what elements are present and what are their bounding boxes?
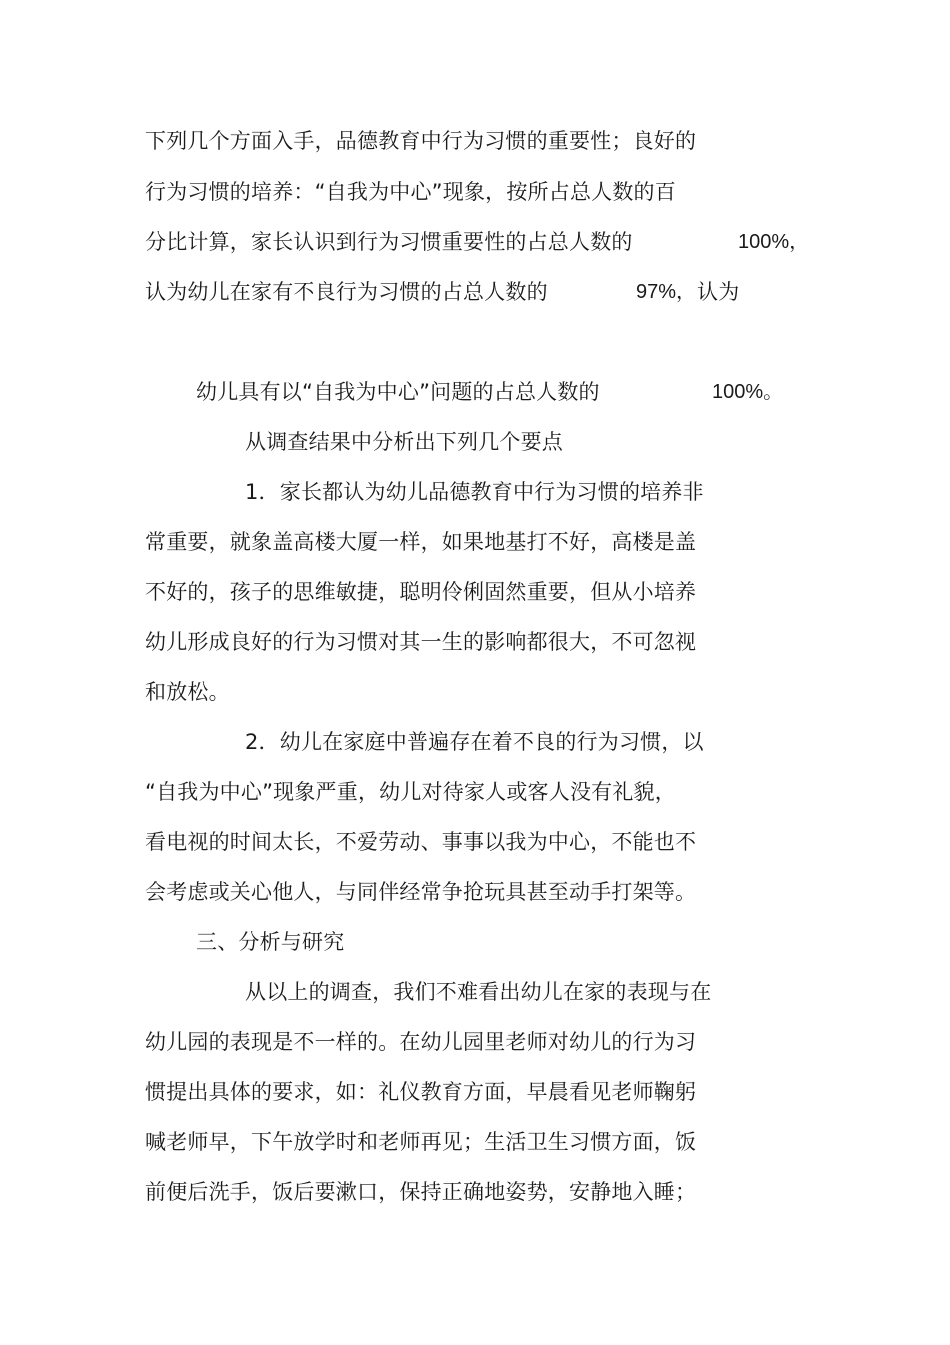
text-line: 不好的，孩子的思维敏捷，聪明伶俐固然重要，但从小培养 xyxy=(145,580,697,604)
text-line: 分比计算，家长认识到行为习惯重要性的占总人数的 xyxy=(145,230,633,254)
text-line: 1．家长都认为幼儿品德教育中行为习惯的培养非 xyxy=(245,480,704,504)
section-title: 三、分析与研究 xyxy=(196,930,345,954)
text-line: 常重要，就象盖高楼大厦一样，如果地基打不好，高楼是盖 xyxy=(145,530,697,554)
text-line: 幼儿园的表现是不一样的。在幼儿园里老师对幼儿的行为习 xyxy=(145,1030,697,1054)
percentage-value: 97%， xyxy=(636,281,697,303)
text-line: 前便后洗手，饭后要漱口，保持正确地姿势，安静地入睡； xyxy=(145,1180,697,1204)
text-line: 惯提出具体的要求，如：礼仪教育方面，早晨看见老师鞠躬 xyxy=(145,1080,697,1104)
percentage-value: 100%。 xyxy=(712,381,784,403)
text-line: 行为习惯的培养：“自我为中心”现象，按所占总人数的百 xyxy=(145,180,676,204)
text-line: 从以上的调查，我们不难看出幼儿在家的表现与在 xyxy=(245,980,712,1004)
text-line: 幼儿形成良好的行为习惯对其一生的影响都很大，不可忽视 xyxy=(145,630,697,654)
text-line: 幼儿具有以“自我为中心”问题的占总人数的 xyxy=(196,380,600,404)
text-line: 认为幼儿在家有不良行为习惯的占总人数的 xyxy=(145,280,548,304)
text-line: “自我为中心”现象严重，幼儿对待家人或客人没有礼貌， xyxy=(145,780,676,804)
text-line: 从调查结果中分析出下列几个要点 xyxy=(245,430,563,454)
percentage-value: 100%， xyxy=(738,231,810,253)
text-line: 2．幼儿在家庭中普遍存在着不良的行为习惯，以 xyxy=(245,730,704,754)
text-line: 看电视的时间太长，不爱劳动、事事以我为中心，不能也不 xyxy=(145,830,697,854)
text-line: 认为 xyxy=(697,280,740,304)
text-line: 会考虑或关心他人，与同伴经常争抢玩具甚至动手打架等。 xyxy=(145,880,697,904)
text-line: 和放松。 xyxy=(145,680,230,704)
text-line: 喊老师早，下午放学时和老师再见；生活卫生习惯方面，饭 xyxy=(145,1130,697,1154)
text-line: 下列几个方面入手，品德教育中行为习惯的重要性；良好的 xyxy=(145,129,697,153)
